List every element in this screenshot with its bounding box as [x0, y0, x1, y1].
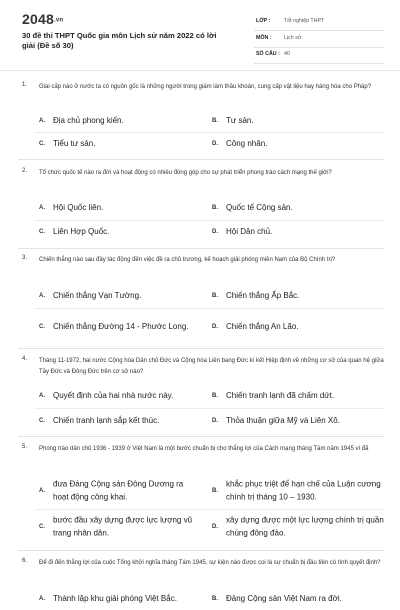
option-4a[interactable] [39, 385, 199, 407]
option-letter: B. [212, 293, 218, 299]
option-letter: A. [39, 488, 45, 494]
question-divider [18, 348, 384, 349]
option-letter: D. [212, 418, 218, 424]
option-row-divider [35, 509, 384, 510]
option-1a[interactable] [39, 110, 199, 132]
meta-question-count [254, 45, 384, 64]
option-3c[interactable] [39, 312, 199, 342]
question-number: 1. [22, 82, 28, 88]
option-letter: C. [39, 141, 45, 147]
option-6a[interactable] [39, 588, 199, 610]
option-text: Quốc tế Cộng sản. [226, 202, 293, 212]
meta-question-count-value: 40 [284, 51, 290, 57]
option-2c[interactable] [39, 221, 199, 243]
option-letter: A. [39, 393, 45, 399]
option-letter: B. [212, 118, 218, 124]
option-letter: A. [39, 118, 45, 124]
logo-suffix: .vn [53, 17, 64, 24]
option-row-divider [35, 408, 384, 409]
option-letter: B. [212, 205, 218, 211]
option-letter: D. [212, 229, 218, 235]
option-text: Quyết định của hai nhà nước này. [53, 390, 174, 400]
question-divider [18, 436, 384, 437]
option-text: đưa Đảng Cộng sản Đông Dương ra hoạt động công khai. [53, 479, 184, 501]
option-letter: D. [212, 141, 218, 147]
option-4b[interactable] [212, 385, 384, 407]
meta-question-count-label: SỐ CÂU : [256, 51, 280, 57]
option-4d[interactable] [212, 410, 384, 432]
option-letter: B. [212, 393, 218, 399]
question-divider [18, 159, 384, 160]
option-letter: C. [39, 324, 45, 330]
option-3b[interactable] [212, 285, 384, 307]
option-letter: D. [212, 524, 218, 530]
option-letter: D. [212, 324, 218, 330]
option-3d[interactable] [212, 312, 384, 342]
option-text: Hội Dân chủ. [226, 226, 273, 236]
option-letter: A. [39, 293, 45, 299]
option-letter: C. [39, 229, 45, 235]
option-letter: A. [39, 205, 45, 211]
meta-subject-label: MÔN : [256, 35, 272, 41]
option-3a[interactable] [39, 285, 199, 307]
option-text: Địa chủ phong kiến. [53, 115, 124, 125]
option-letter: B. [212, 596, 218, 602]
page-title: 30 đề thi THPT Quốc gia môn Lịch sử năm 2022 có lời giải (Đề số 30) [22, 31, 217, 50]
question-number: 3. [22, 255, 28, 261]
option-1c[interactable] [39, 133, 199, 155]
question-divider [18, 248, 384, 249]
option-5d[interactable] [212, 512, 384, 542]
question-text: Giai cấp nào ở nước ta có nguồn gốc là những người trong giám làm thầu khoán, cung cấp vật liệu hay hàng hóa cho Pháp? [39, 84, 372, 90]
meta-subject-value: Lịch sử [284, 35, 302, 41]
document-header [0, 0, 400, 72]
option-5a[interactable] [39, 476, 199, 506]
question-text: Chiến thắng nào sau đây tác động đến việc đề ra chủ trương, kế hoạch giải phóng miền Nam của Bộ Chính trị? [39, 257, 336, 263]
site-logo[interactable] [22, 11, 63, 27]
option-text: Thành lập khu giải phóng Việt Bắc. [53, 593, 177, 603]
option-text: Tiểu tư sản. [53, 138, 96, 148]
option-text: Công nhân. [226, 138, 268, 148]
question-text: Để đi đến thắng lợi của cuộc Tổng khởi nghĩa tháng Tám 1945, sự kiện nào được coi là sự chuẩn bị đầu tiên có tính quyết định? [39, 560, 381, 566]
question-text: Tháng 11-1972, hai nước Cộng hòa Dân chủ Đức và Cộng hòa Liên bang Đức kí kết Hiệp định về những cơ sở của quan hệ giữa Tây Đức và Đông Đức trên cơ sở nào? [39, 358, 384, 375]
option-text: Chiến tranh lạnh đã chấm dứt. [226, 390, 335, 400]
meta-grade-label: LỚP : [256, 18, 271, 24]
question-number: 6. [22, 558, 28, 564]
option-text: Chiến thắng Ấp Bắc. [226, 290, 300, 300]
logo-text: 2048 [22, 11, 54, 27]
option-text: Hội Quốc liên. [53, 202, 104, 212]
option-row-divider [35, 308, 384, 309]
question-text: Phong trào dân chủ 1936 - 1939 ở Việt Nam là một bước chuẩn bị cho thắng lợi của Cách mạng tháng Tám năm 1945 vì đã [39, 446, 369, 452]
option-4c[interactable] [39, 410, 199, 432]
option-text: Chiến tranh lạnh sắp kết thúc. [53, 415, 160, 425]
option-5b[interactable] [212, 476, 384, 506]
question-number: 4. [22, 356, 28, 362]
option-text: khắc phục triệt để hạn chế của Luận cương chính trị tháng 10 – 1930. [226, 479, 381, 501]
option-text: xây dựng được một lực lượng chính trị quần chúng đông đảo. [226, 515, 384, 537]
option-text: Đảng Cộng sản Việt Nam ra đời. [226, 593, 342, 603]
option-text: Chiến thắng Vạn Tường. [53, 290, 142, 300]
question-divider [18, 550, 384, 551]
option-2a[interactable] [39, 197, 199, 219]
option-1d[interactable] [212, 133, 384, 155]
option-text: Tư sản. [226, 115, 254, 125]
option-letter: C. [39, 418, 45, 424]
question-number: 2. [22, 168, 28, 174]
option-text: bước đầu xây dựng được lực lượng vũ trang nhân dân. [53, 515, 193, 537]
option-1b[interactable] [212, 110, 384, 132]
option-letter: A. [39, 596, 45, 602]
meta-grade-value: Tốt nghiệp THPT [284, 18, 325, 24]
question-number: 5. [22, 444, 28, 450]
option-2b[interactable] [212, 197, 384, 219]
option-text: Chiến thắng Đường 14 - Phước Long. [53, 321, 189, 331]
header-divider [0, 70, 400, 71]
option-text: Chiến thắng An Lão. [226, 321, 299, 331]
question-text: Tổ chức quốc tế nào ra đời và hoạt động có nhiều đóng góp cho sự phát triển phong trào cách mạng thế giới? [39, 170, 332, 176]
option-6b[interactable] [212, 588, 384, 610]
option-5c[interactable] [39, 512, 199, 542]
option-text: Thỏa thuận giữa Mỹ và Liên Xô. [226, 415, 340, 425]
option-text: Liên Hợp Quốc. [53, 226, 110, 236]
option-2d[interactable] [212, 221, 384, 243]
option-letter: C. [39, 524, 45, 530]
option-letter: B. [212, 488, 218, 494]
